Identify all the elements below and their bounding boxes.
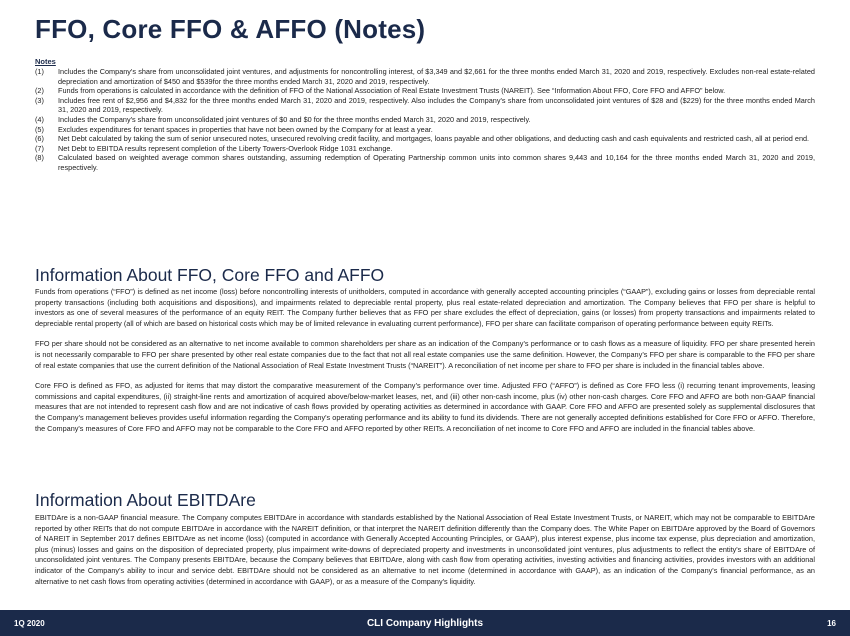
section-heading-ffo: Information About FFO, Core FFO and AFFO	[35, 265, 385, 285]
note-number: (3)	[35, 95, 44, 105]
ebitdare-paragraph: EBITDAre is a non-GAAP financial measure. The Company computes EBITDAre in accordance with standards established by the National Association of Real Estate Investment Trusts, or NAREIT, which may not be comparable to EBITDAre reported by other REITs that do not compute EBITDAre in accordance with the NAREIT definition, or that interpret the NAREIT definition differently than the Company does. The White Paper on EBITDAre approved by the Board of Governors of NAREIT in September 2017 defines EBITDAre as net income (loss) (computed in accordance with Generally Accepted Accounting Principles, or GAAP), plus interest expense, plus income tax expense, plus depreciation and amortization, plus (minus) losses and gains on the disposition of depreciated property, plus impairment write-downs of depreciated property and investments in unconsolidated joint ventures, plus adjustments to reflect the entity's share of EBITDAre of unconsolidated joint ventures. The Company presents EBITDAre, because the Company believes that EBITDAre, along with cash flow from operating activities, investing activities and financing activities, provides investors with an additional indicator of the Company's ability to incur and service debt. EBITDAre should not be considered as an alternative to net income (determined in accordance with GAAP), as an indication of the Company's financial performance, as an alternative to net cash flows from operating activities (determined in accordance with GAAP), or as a measure of the Company's liquidity.	[35, 513, 815, 586]
note-text: Includes the Company's share from unconsolidated joint ventures of $0 and $0 for the three months ended March 31, 2020 and 2019, respectively.	[58, 114, 531, 124]
section-heading-ebitdare: Information About EBITDAre	[35, 490, 256, 510]
note-item	[35, 153, 815, 172]
note-text: Excludes expenditures for tenant spaces in properties that have not been owned by the Company for at least a year.	[58, 124, 433, 134]
note-text: Includes the Company's share from unconsolidated joint ventures, and adjustments for noncontrolling interest, of $3,349 and $2,661 for the three months ended March 31, 2020 and 2019, respectively. Excludes non-real estate-related depreciation and amortization of $450 and $539for the three months ended March 31, 2020 and 2019, respectively.	[58, 67, 815, 86]
note-item	[35, 86, 815, 96]
note-item	[35, 144, 815, 154]
footer-period: 1Q 2020	[14, 619, 45, 628]
note-number: (1)	[35, 67, 44, 76]
note-item	[35, 115, 815, 125]
footer-title: CLI Company Highlights	[366, 618, 484, 629]
ffo-body	[35, 287, 815, 444]
ffo-paragraph: FFO per share should not be considered as an alternative to net income available to common shareholders per share as an indication of the Company’s performance or to cash flows as a measure of liquidity. FFO per share presented herein is not necessarily comparable to FFO per share presented by other real estate companies due to the fact that not all real estate companies use the same definition. However, the Company’s FFO per share is comparable to the FFO per share of real estate companies that use the current definition of the National Association of Real Estate Investment Trusts (“NAREIT”). A reconciliation of net income per share to FFO per share is included in the financial tables above.	[35, 339, 815, 370]
note-number: (2)	[35, 86, 44, 96]
note-text: Net Debt calculated by taking the sum of senior unsecured notes, unsecured revolving credit facility, and mortgages, loans payable and other obligations, and deducting cash and cash equivalents and restricted cash, all at period end.	[58, 134, 810, 144]
note-item	[35, 67, 815, 86]
ffo-paragraph: Core FFO is defined as FFO, as adjusted for items that may distort the comparative measurement of the Company’s performance over time. Adjusted FFO (“AFFO”) is defined as Core FFO less (i) recurring tenant improvements, leasing commissions and capital expenditures, (ii) straight-line rents and amortization of acquired above/below-market leases, net, and (iii) other non-cash income, plus (iv) other non-cash charges. Core FFO and AFFO are both non-GAAP financial measures that are not intended to represent cash flow and are not indicative of cash flows provided by operating activities as determined in accordance with GAAP. Core FFO and AFFO are presented solely as supplemental disclosures that the Company’s management believes provides useful information regarding the Company's operating performance and its ability to fund its dividends. There are not generally accepted definitions established for Core FFO or AFFO. Therefore, the Company's measures of Core FFO and AFFO may not be comparable to the Core FFO and AFFO reported by other REITs. A reconciliation of net income to Core FFO and AFFO are included in the financial tables above.	[35, 381, 815, 433]
note-number: (8)	[35, 153, 44, 163]
ebitdare-body	[35, 513, 815, 597]
note-item	[35, 96, 815, 115]
note-number: (5)	[35, 124, 44, 134]
ffo-paragraph: Funds from operations (“FFO”) is defined as net income (loss) before noncontrolling interests of unitholders, computed in accordance with generally accepted accounting principles (“GAAP”), excluding gains or losses from depreciable rental property transactions (including both acquisitions and dispositions), and impairments related to depreciable rental property, plus real estate-related depreciation and amortization. The Company believes that FFO per share is helpful to investors as one of several measures of the performance of an equity REIT. The Company further believes that as FFO per share excludes the effect of depreciation, gains (or losses) from property transactions and impairments related to depreciable rental property (all of which are based on historical costs which may be of limited relevance in evaluating current performance), FFO per share can facilitate comparison of operating performance between equity REITs.	[35, 287, 815, 328]
note-number: (4)	[35, 114, 44, 124]
note-text: Funds from operations is calculated in accordance with the definition of FFO of the National Association of Real Estate Investment Trusts (NAREIT). See “Information About FFO, Core FFO and AFFO” below.	[58, 86, 726, 96]
notes-list	[35, 67, 815, 173]
page-number: 16	[827, 619, 836, 628]
note-number: (7)	[35, 143, 44, 153]
note-text: Includes free rent of $2,956 and $4,832 for the three months ended March 31, 2020 and 2019, respectively. Also includes the Company's share from unconsolidated joint ventures of $28 and ($229) for the three months ended March 31, 2020 and 2019, respectively.	[58, 95, 815, 115]
note-text: Net Debt to EBITDA results represent completion of the Liberty Towers-Overlook Ridge 1031 exchange.	[58, 143, 393, 153]
note-text: Calculated based on weighted average common shares outstanding, assuming redemption of Operating Partnership common units into common shares 9,443 and 10,164 for the three months ended March 31, 2020 and 2019, respectively.	[58, 153, 815, 172]
note-item	[35, 134, 815, 144]
note-item	[35, 125, 815, 135]
note-number: (6)	[35, 134, 44, 144]
notes-heading: Notes	[35, 57, 56, 66]
footer-bar	[0, 610, 850, 636]
page-title: FFO, Core FFO & AFFO (Notes)	[35, 14, 426, 44]
